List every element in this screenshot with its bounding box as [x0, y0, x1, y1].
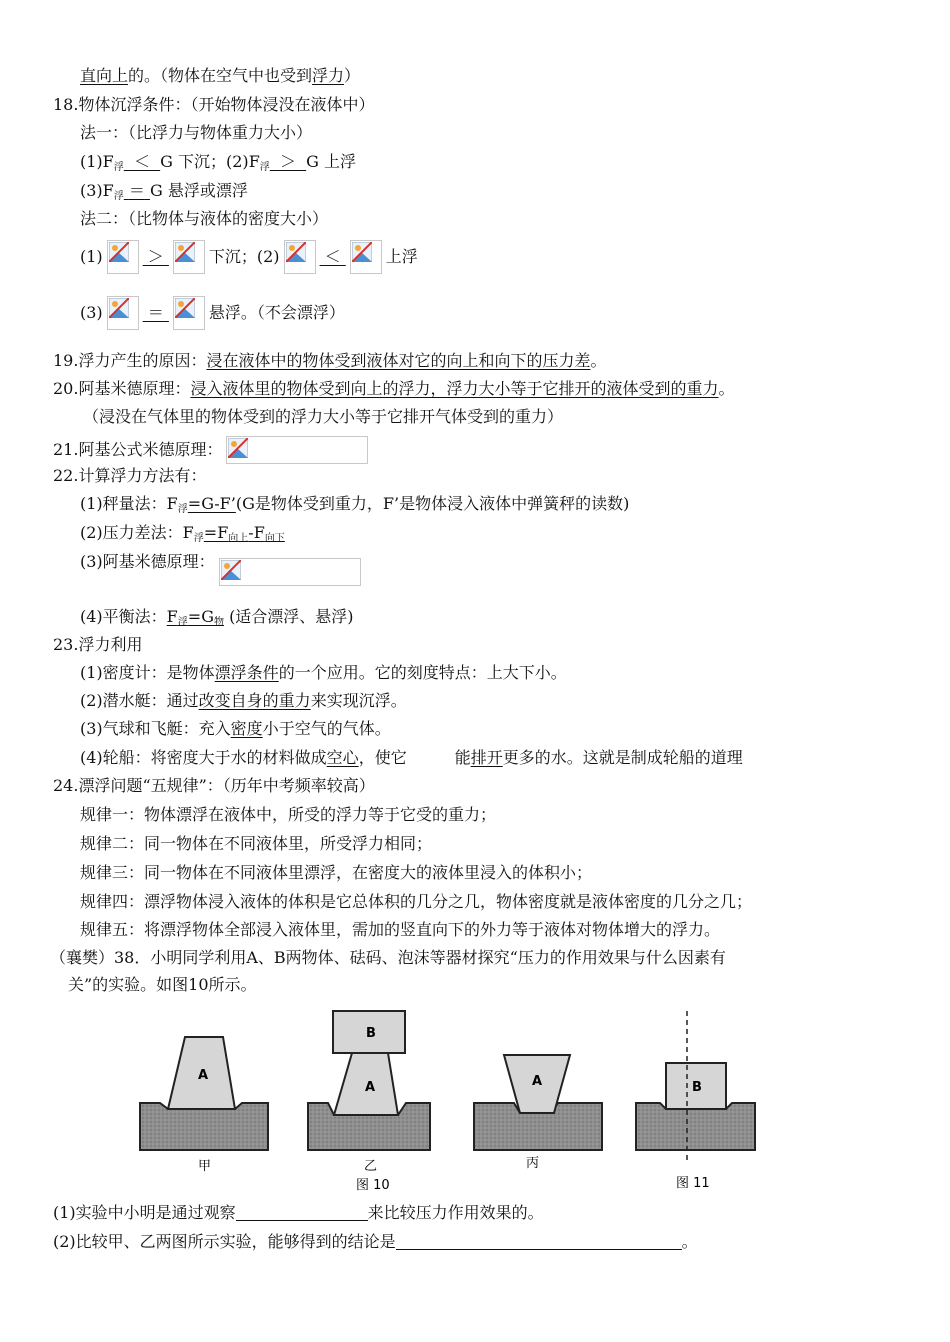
answer: 密度 — [230, 719, 263, 738]
text: 小于空气的气体。 — [262, 719, 391, 738]
text: (1)实验中小明是通过观察 — [53, 1203, 236, 1222]
text: (1)密度计：是物体 — [80, 663, 215, 682]
caption-bing: 丙 — [526, 1156, 540, 1171]
subscript: 浮 — [113, 162, 124, 173]
setup-bing — [474, 1055, 602, 1150]
broken-image-icon — [284, 240, 316, 274]
text: (4)平衡法： — [80, 607, 167, 626]
item-23: 23.浮力利用 — [53, 635, 143, 654]
broken-image-icon — [107, 240, 139, 274]
rule-4: 规律四：漂浮物体浸入液体的体积是它总体积的几分之几，物体密度就是液体密度的几分之几； — [80, 892, 753, 911]
answer-op: ＞ — [147, 247, 164, 266]
text: (1) — [80, 152, 103, 171]
question-38-line1: （襄樊）38．小明同学利用A、B两物体、砝码、泡沫等器材探究“压力的作用效果与什么因素有 — [50, 948, 726, 967]
item-20-note: （浸没在气体里的物体受到的浮力大小等于它排开气体受到的重力） — [83, 407, 564, 426]
answer: $F_浮=G_物$ — [166, 607, 224, 628]
subscript: 浮 — [113, 191, 124, 202]
answer-blank[interactable] — [396, 1233, 682, 1250]
text: (3)气球和飞艇：充入 — [80, 719, 231, 738]
answer-equal: ＝ — [128, 181, 145, 200]
text: 的一个应用。它的刻度特点：上大下小。 — [278, 663, 567, 682]
answer: 漂浮条件 — [214, 663, 279, 682]
rule-2: 规律二：同一物体在不同液体里，所受浮力相同； — [80, 834, 433, 853]
text: (G是物体受到重力，F’是物体浸入液体中弹簧秤的读数) — [235, 494, 630, 513]
experiment-figure — [130, 1005, 770, 1199]
density-row2 — [80, 296, 345, 330]
text: ，使它 — [358, 748, 407, 767]
f-symbol: F — [182, 523, 194, 542]
text: (2)潜水艇：通过 — [80, 691, 199, 710]
broken-image-icon — [173, 296, 205, 330]
answer-less-than: ＜ — [133, 152, 150, 171]
subscript: 浮 — [177, 504, 188, 515]
question-38-line2: 关”的实验。如图10所示。 — [68, 975, 257, 994]
text: ） — [344, 66, 361, 85]
item-24: 24.漂浮问题“五规律”：（历年中考频率较高） — [53, 776, 375, 795]
answer: =G-F’ — [187, 494, 236, 513]
broken-image-icon — [219, 558, 361, 586]
text: G 下沉；(2) — [160, 152, 249, 171]
answer-buoyancy: 浮力 — [312, 66, 345, 85]
f-symbol: F — [102, 181, 114, 200]
text: 更多的水。这就是制成轮船的道理 — [502, 748, 743, 767]
text: 下沉；(2) — [208, 247, 280, 266]
answer-blank[interactable] — [236, 1204, 368, 1221]
item-23-3 — [80, 719, 391, 739]
caption-jia: 甲 — [198, 1159, 212, 1174]
text: 21.阿基公式米德原理： — [53, 440, 223, 459]
caption-fig11: 图 11 — [676, 1176, 710, 1191]
text: 。 — [718, 379, 735, 398]
answer: 浸入液体里的物体受到向上的浮力，浮力大小等于它排开的液体受到的重力 — [190, 379, 719, 398]
text: 来比较压力作用效果的。 — [367, 1203, 544, 1222]
item-23-2 — [80, 691, 407, 711]
label-b: B — [692, 1080, 702, 1095]
question-2 — [53, 1232, 698, 1252]
broken-image-icon — [226, 436, 368, 464]
subscript: 浮 — [259, 162, 270, 173]
text: (1)秤量法： — [80, 494, 167, 513]
item-23-4 — [80, 748, 743, 768]
question-1 — [53, 1203, 544, 1223]
f-symbol: F — [166, 494, 178, 513]
line-top — [80, 66, 360, 86]
method-one: 法一：（比浮力与物体重力大小） — [80, 123, 313, 142]
subscript: 浮 — [193, 533, 204, 544]
text: (适合漂浮、悬浮) — [229, 607, 354, 626]
answer: 排开 — [470, 748, 503, 767]
rule-1: 规律一：物体漂浮在液体中，所受的浮力等于它受的重力； — [80, 805, 497, 824]
answer: 改变自身的重力 — [198, 691, 311, 710]
text: 。 — [590, 351, 607, 370]
text: 19.浮力产生的原因： — [53, 351, 207, 370]
answer: 空心 — [326, 748, 359, 767]
label-a: A — [365, 1080, 376, 1095]
label-a: A — [532, 1074, 543, 1089]
caption-yi: 乙 — [364, 1159, 378, 1174]
item-22: 22.计算浮力方法有： — [53, 466, 207, 485]
text: (2)比较甲、乙两图所示实验，能够得到的结论是 — [53, 1232, 396, 1251]
item-18-heading: 18.物体沉浮条件：（开始物体浸没在液体中） — [53, 95, 375, 114]
item-19 — [53, 351, 606, 371]
answer-op: ＜ — [324, 247, 341, 266]
text: (4)轮船：将密度大于水的材料做成 — [80, 748, 327, 767]
label-b: B — [366, 1026, 376, 1041]
broken-image-icon — [107, 296, 139, 330]
caption-fig10: 图 10 — [356, 1178, 390, 1193]
text: (2)压力差法： — [80, 523, 183, 542]
item-20 — [53, 379, 734, 399]
text: G 悬浮或漂浮 — [149, 181, 248, 200]
rule-3: 规律三：同一物体在不同液体里漂浮，在密度大的液体里浸入的体积小； — [80, 863, 593, 882]
text: 上浮 — [385, 247, 418, 266]
answer: 浸在液体中的物体受到液体对它的向上和向下的压力差 — [206, 351, 591, 370]
text: 能 — [454, 748, 471, 767]
text: (1) — [80, 247, 103, 266]
item-22-4 — [80, 607, 354, 633]
answer-direction: 直向上 — [80, 66, 129, 85]
method-one-row2 — [80, 181, 248, 207]
density-row1 — [80, 240, 418, 274]
method-two: 法二：（比物体与液体的密度大小） — [80, 209, 329, 228]
answer-op: ＝ — [147, 303, 164, 322]
setup-jia — [140, 1037, 268, 1150]
text: 悬浮。（不会漂浮） — [208, 303, 345, 322]
item-22-3 — [80, 552, 361, 586]
answer-greater-than: ＞ — [279, 152, 296, 171]
text: 。 — [681, 1232, 698, 1251]
item-22-2 — [80, 523, 285, 549]
text: 20.阿基米德原理： — [53, 379, 191, 398]
text: G 上浮 — [306, 152, 357, 171]
label-a: A — [198, 1068, 209, 1083]
item-21 — [53, 436, 368, 464]
broken-image-icon — [350, 240, 382, 274]
text: 来实现沉浮。 — [310, 691, 407, 710]
text: (3) — [80, 303, 103, 322]
rule-5: 规律五：将漂浮物体全部浸入液体里，需加的竖直向下的外力等于液体对物体增大的浮力。 — [80, 920, 721, 939]
f-symbol: F — [248, 152, 260, 171]
method-one-row1 — [80, 152, 356, 178]
text: (3)阿基米德原理： — [80, 552, 215, 571]
text: (3) — [80, 181, 103, 200]
f-symbol: F — [102, 152, 114, 171]
broken-image-icon — [173, 240, 205, 274]
answer: $=F_{向上}-F_{向下}$ — [203, 523, 285, 544]
text: 的。（物体在空气中也受到 — [128, 66, 313, 85]
item-22-1 — [80, 494, 629, 520]
figure-svg — [130, 1005, 770, 1195]
item-23-1 — [80, 663, 567, 683]
